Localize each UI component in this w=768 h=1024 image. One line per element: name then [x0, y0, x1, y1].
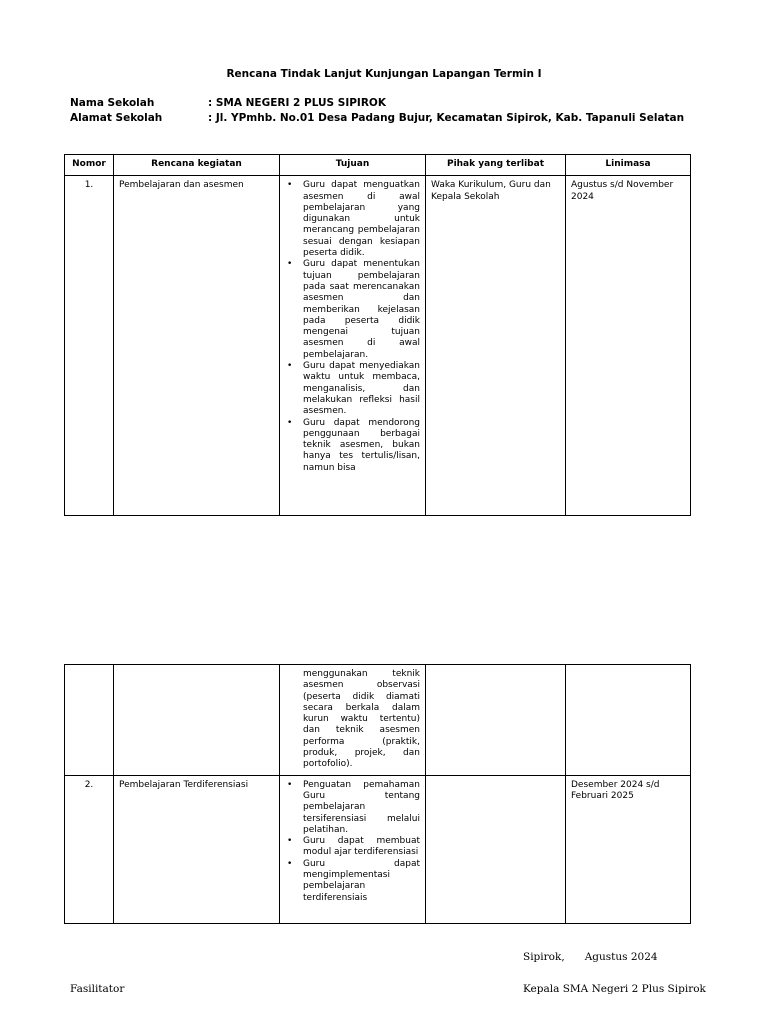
row-goals-continued [280, 665, 426, 776]
row-parties [426, 775, 566, 923]
school-address-line [70, 112, 684, 124]
document-title: Rencana Tindak Lanjut Kunjungan Lapangan Termin I [226, 68, 542, 80]
goal-item: • Guru dapat menguatkan asesmen di awal pembelajaran yang digunakan untuk merancang pembelajaran sesuai dengan kesiapan peserta didik. [303, 180, 420, 259]
row-timeline-empty [566, 665, 691, 776]
goals-list [285, 180, 420, 474]
goal-item: • Guru dapat membuat modul ajar terdiferensiasi [303, 836, 420, 859]
goal-item: • Guru dapat menentukan tujuan pembelajaran pada saat merencanakan asesmen dan memberikan kejelasan pada peserta didik mengenai tujuan asesmen di awal pembelajaran. [303, 259, 420, 361]
row-activity-empty [114, 665, 280, 776]
school-name-line [70, 97, 386, 109]
row-number-empty [65, 665, 114, 776]
goal-continuation: menggunakan teknik asesmen observasi (peserta didik diamati secara berkala dalam kurun waktu tertentu) dan teknik asesmen performa (praktik, produk, projek, dan portofolio). [303, 669, 420, 770]
table-header-row [65, 155, 691, 176]
table-row [65, 775, 691, 923]
header-rencana-kegiatan: Rencana kegiatan [114, 155, 280, 176]
row-timeline: Agustus s/d November 2024 [566, 176, 691, 516]
row-number: 2. [65, 775, 114, 923]
goal-item: • Guru dapat menyediakan waktu untuk membaca, menganalisis, dan melakukan refleksi hasil asesmen. [303, 361, 420, 417]
plan-table-page-1 [64, 154, 691, 516]
place-date: Sipirok, Agustus 2024 [523, 951, 658, 963]
row-parties-empty [426, 665, 566, 776]
school-name-value: : SMA NEGERI 2 PLUS SIPIROK [208, 97, 386, 109]
header-tujuan: Tujuan [280, 155, 426, 176]
header-nomor: Nomor [65, 155, 114, 176]
header-pihak-terlibat: Pihak yang terlibat [426, 155, 566, 176]
row-number: 1. [65, 176, 114, 516]
school-address-value: : Jl. YPmhb. No.01 Desa Padang Bujur, Kecamatan Sipirok, Kab. Tapanuli Selatan [208, 112, 685, 124]
signature-label-principal: Kepala SMA Negeri 2 Plus Sipirok [523, 983, 706, 995]
goals-list [285, 780, 420, 904]
header-linimasa: Linimasa [566, 155, 691, 176]
row-goals [280, 775, 426, 923]
row-timeline: Desember 2024 s/d Februari 2025 [566, 775, 691, 923]
school-name-label: Nama Sekolah [70, 97, 155, 109]
goal-item: • Penguatan pemahaman Guru tentang pembelajaran tersiferensiasi melalui pelatihan. [303, 780, 420, 836]
row-activity: Pembelajaran dan asesmen [114, 176, 280, 516]
row-activity: Pembelajaran Terdiferensiasi [114, 775, 280, 923]
table-row [65, 665, 691, 776]
table-row [65, 176, 691, 516]
school-address-label: Alamat Sekolah [70, 112, 163, 124]
row-goals [280, 176, 426, 516]
goal-item: • Guru dapat mendorong penggunaan berbagai teknik asesmen, bukan hanya tes tertulis/lisan, namun bisa [303, 418, 420, 474]
row-parties: Waka Kurikulum, Guru dan Kepala Sekolah [426, 176, 566, 516]
signature-label-facilitator: Fasilitator [70, 983, 125, 995]
goal-item: • Guru dapat mengimplementasi pembelajaran terdiferensiais [303, 859, 420, 904]
plan-table-page-2 [64, 664, 691, 924]
